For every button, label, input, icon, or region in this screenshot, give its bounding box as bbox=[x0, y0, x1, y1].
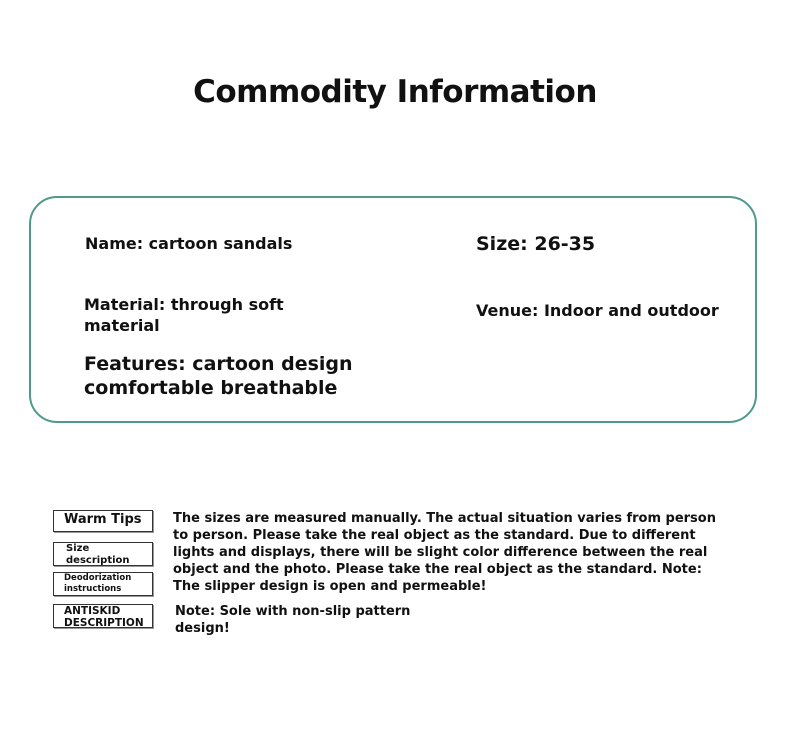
features-field: Features: cartoon design comfortable breathable bbox=[84, 353, 353, 399]
size-description-label bbox=[53, 542, 153, 566]
warm-tips-label bbox=[53, 510, 153, 532]
venue-field: Venue: Indoor and outdoor bbox=[476, 301, 719, 320]
deodorization-line2: instructions bbox=[64, 584, 122, 594]
page-title: Commodity Information bbox=[193, 74, 597, 110]
warm-tips-text: The sizes are measured manually. The actual situation varies from person to person. Please take the real object as the standard. Due to different lights and displays, there will be slight color difference between the real object and the photo. Please take the real object as the standard. Note: The slipper design is open and permeable! bbox=[173, 511, 716, 594]
name-field: Name: cartoon sandals bbox=[85, 234, 293, 253]
commodity-info-card bbox=[29, 196, 757, 423]
size-description-line2: description bbox=[66, 555, 130, 566]
deodorization-label bbox=[53, 572, 153, 596]
size-field: Size: 26-35 bbox=[476, 233, 596, 255]
deodorization-line1: Deodorization bbox=[64, 573, 132, 583]
antiskid-line1: ANTISKID bbox=[64, 605, 121, 617]
antiskid-label bbox=[53, 604, 153, 628]
warm-tips-label-text: Warm Tips bbox=[64, 512, 142, 527]
size-description-line1: Size bbox=[66, 543, 90, 554]
material-field: Material: through soft material bbox=[84, 295, 284, 335]
antiskid-text: Note: Sole with non-slip pattern design! bbox=[175, 604, 411, 636]
antiskid-line2: DESCRIPTION bbox=[64, 617, 144, 629]
